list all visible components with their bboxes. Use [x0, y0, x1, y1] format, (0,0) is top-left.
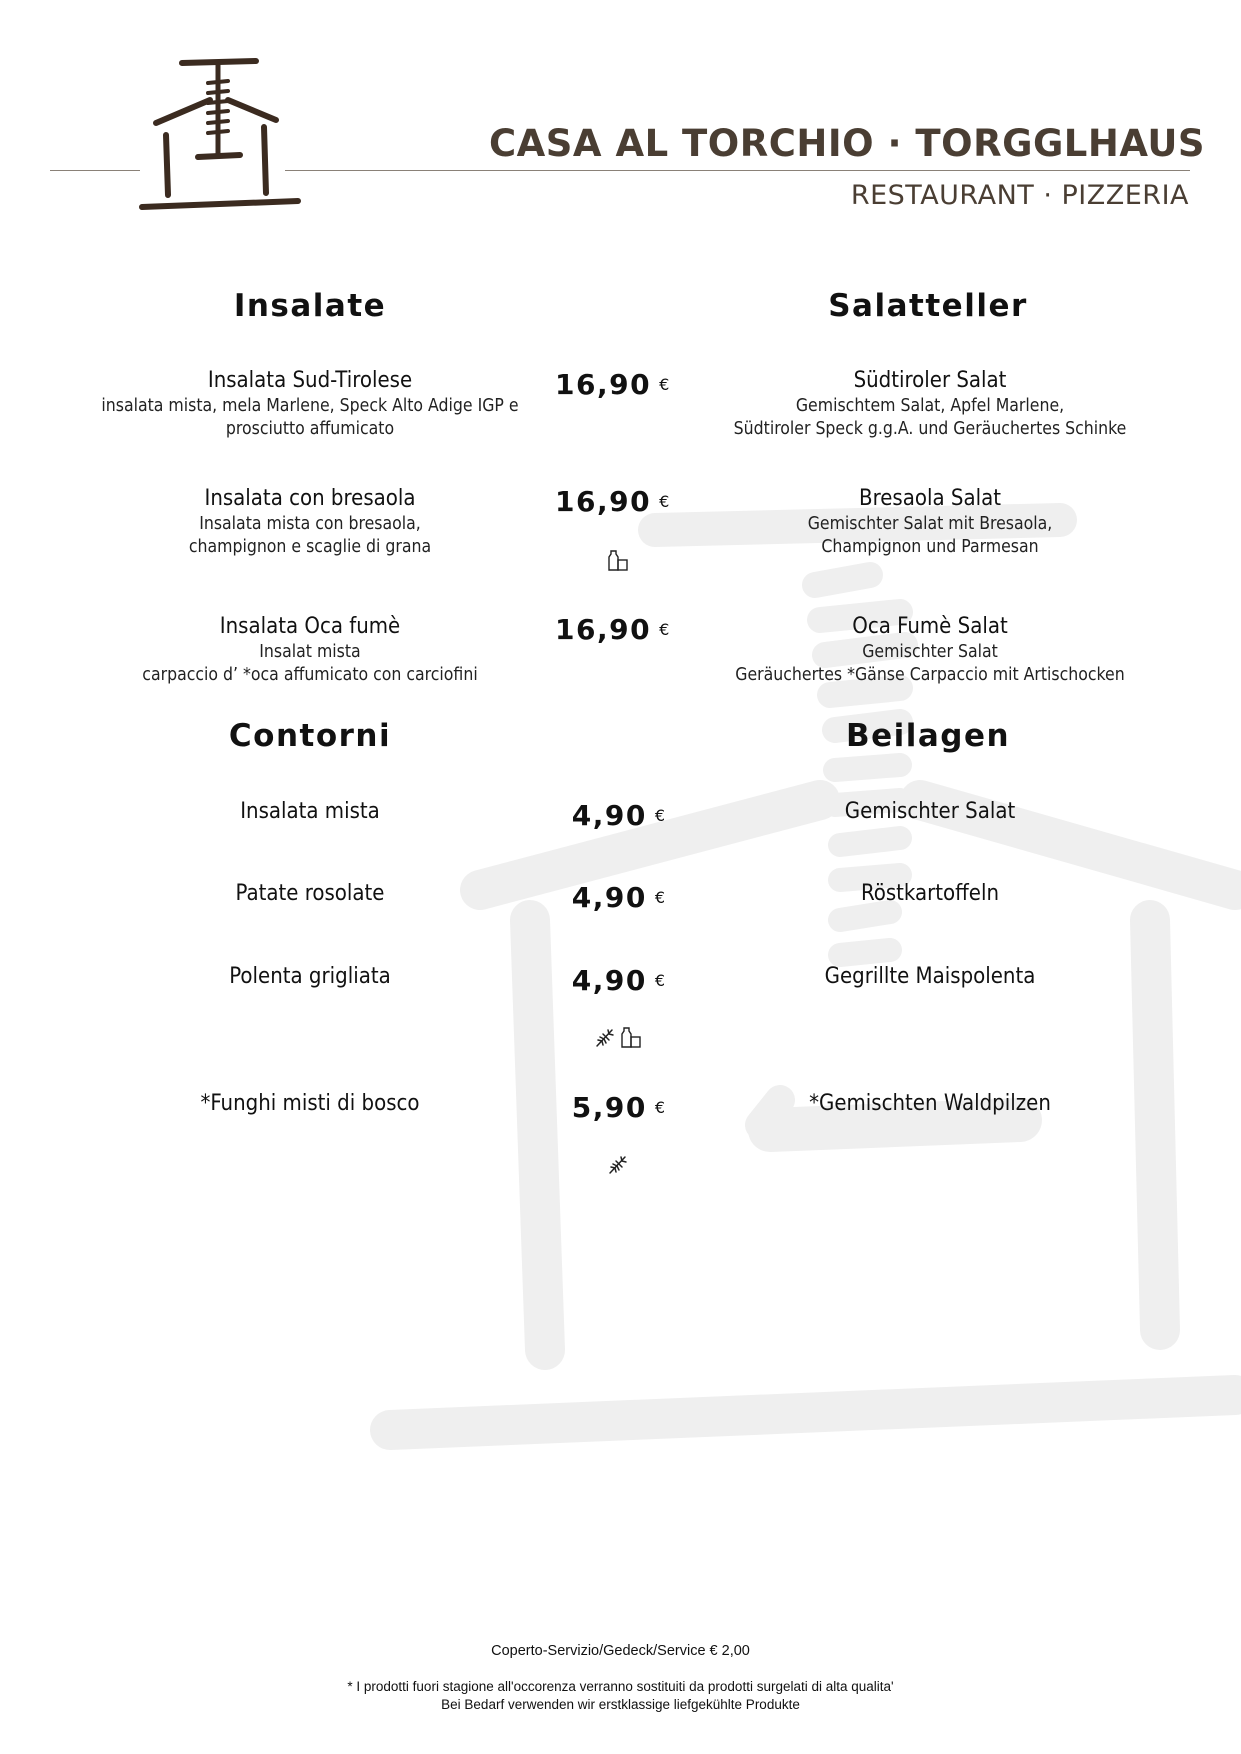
section-heading-contorni: Contorni — [228, 718, 392, 754]
side-it-3 — [60, 963, 560, 991]
milk-bottle-glass-icon — [607, 548, 629, 572]
dish-name: Polenta grigliata — [229, 964, 391, 989]
price-amount: 16,90 — [555, 613, 652, 646]
allergen-icons — [578, 1152, 658, 1176]
cover-charge: Coperto-Servizio/Gedeck/Service € 2,00 — [491, 1643, 750, 1659]
side-it-2 — [60, 880, 560, 908]
wheat-gluten-icon — [594, 1025, 616, 1049]
currency: € — [654, 1098, 665, 1117]
header-rule-left — [50, 170, 140, 171]
dish-desc: Geräuchertes *Gänse Carpaccio mit Artischocken — [735, 665, 1125, 685]
currency: € — [654, 971, 665, 990]
dish-name: Gegrillte Maispolenta — [824, 964, 1036, 989]
price — [555, 799, 665, 832]
dish-desc: carpaccio d’ *oca affumicato con carciofini — [142, 665, 478, 685]
dish-name: Insalata Sud-Tirolese — [207, 368, 413, 393]
dish-name: Insalata Oca fumè — [219, 614, 401, 639]
side-de-4 — [680, 1090, 1180, 1118]
dish-desc: Champignon und Parmesan — [821, 537, 1039, 557]
salad-it-3 — [60, 613, 560, 687]
currency: € — [659, 492, 670, 511]
dish-desc: Gemischter Salat — [862, 642, 998, 662]
price — [555, 485, 670, 518]
footer-note-de: Bei Bedarf verwenden wir erstklassige liefgekühlte Produkte — [441, 1697, 800, 1712]
price — [555, 613, 670, 646]
wine-press-house-logo-icon — [130, 55, 305, 215]
price — [555, 1091, 665, 1124]
allergen-icons — [578, 1025, 658, 1049]
dish-name: Insalata mista — [240, 799, 380, 824]
wheat-gluten-icon — [607, 1152, 629, 1176]
side-it-4 — [60, 1090, 560, 1118]
brand-title: CASA AL TORCHIO · TORGGLHAUS — [489, 122, 1206, 165]
salad-de-3 — [680, 613, 1180, 687]
dish-desc: champignon e scaglie di grana — [188, 537, 432, 557]
dish-desc: Gemischtem Salat, Apfel Marlene, — [795, 396, 1065, 416]
section-heading-salatteller: Salatteller — [828, 288, 1028, 324]
salad-it-2 — [60, 485, 560, 559]
dish-desc: Südtiroler Speck g.g.A. und Geräuchertes Schinke — [733, 419, 1127, 439]
dish-name: Oca Fumè Salat — [852, 614, 1008, 639]
dish-name: *Funghi misti di bosco — [200, 1091, 420, 1116]
side-de-3 — [680, 963, 1180, 991]
section-heading-beilagen: Beilagen — [845, 718, 1011, 754]
currency: € — [659, 620, 670, 639]
currency: € — [654, 806, 665, 825]
dish-desc: Insalat mista — [259, 642, 361, 662]
side-de-1 — [680, 798, 1180, 826]
dish-name: *Gemischten Waldpilzen — [809, 1091, 1051, 1116]
price-amount: 4,90 — [571, 881, 647, 914]
dish-desc: prosciutto affumicato — [225, 419, 395, 439]
price-amount: 16,90 — [555, 485, 652, 518]
dish-name: Patate rosolate — [235, 881, 385, 906]
currency: € — [654, 888, 665, 907]
salad-de-2 — [680, 485, 1180, 559]
milk-bottle-glass-icon — [620, 1025, 642, 1049]
price-amount: 16,90 — [555, 368, 652, 401]
currency: € — [659, 375, 670, 394]
price-amount: 5,90 — [571, 1091, 647, 1124]
dish-desc: insalata mista, mela Marlene, Speck Alto Adige IGP e — [101, 396, 519, 416]
allergen-icons — [578, 548, 658, 572]
side-de-2 — [680, 880, 1180, 908]
dish-name: Insalata con bresaola — [204, 486, 416, 511]
dish-name: Gemischter Salat — [844, 799, 1016, 824]
price — [555, 368, 670, 401]
price-amount: 4,90 — [571, 964, 647, 997]
salad-de-1 — [680, 367, 1180, 441]
dish-name: Bresaola Salat — [859, 486, 1001, 511]
dish-desc: Gemischter Salat mit Bresaola, — [807, 514, 1053, 534]
salad-it-1 — [60, 367, 560, 441]
side-it-1 — [60, 798, 560, 826]
dish-name: Röstkartoffeln — [861, 881, 999, 906]
footer-note-it: * I prodotti fuori stagione all'occorenza verranno sostituiti da prodotti surgelati di alta qualita' — [347, 1679, 894, 1694]
dish-desc: Insalata mista con bresaola, — [199, 514, 421, 534]
brand-subtitle: RESTAURANT · PIZZERIA — [850, 180, 1189, 211]
price — [555, 964, 665, 997]
price — [555, 881, 665, 914]
price-amount: 4,90 — [571, 799, 647, 832]
header-rule-right — [285, 170, 1190, 171]
section-heading-insalate: Insalate — [233, 288, 387, 324]
dish-name: Südtiroler Salat — [853, 368, 1007, 393]
